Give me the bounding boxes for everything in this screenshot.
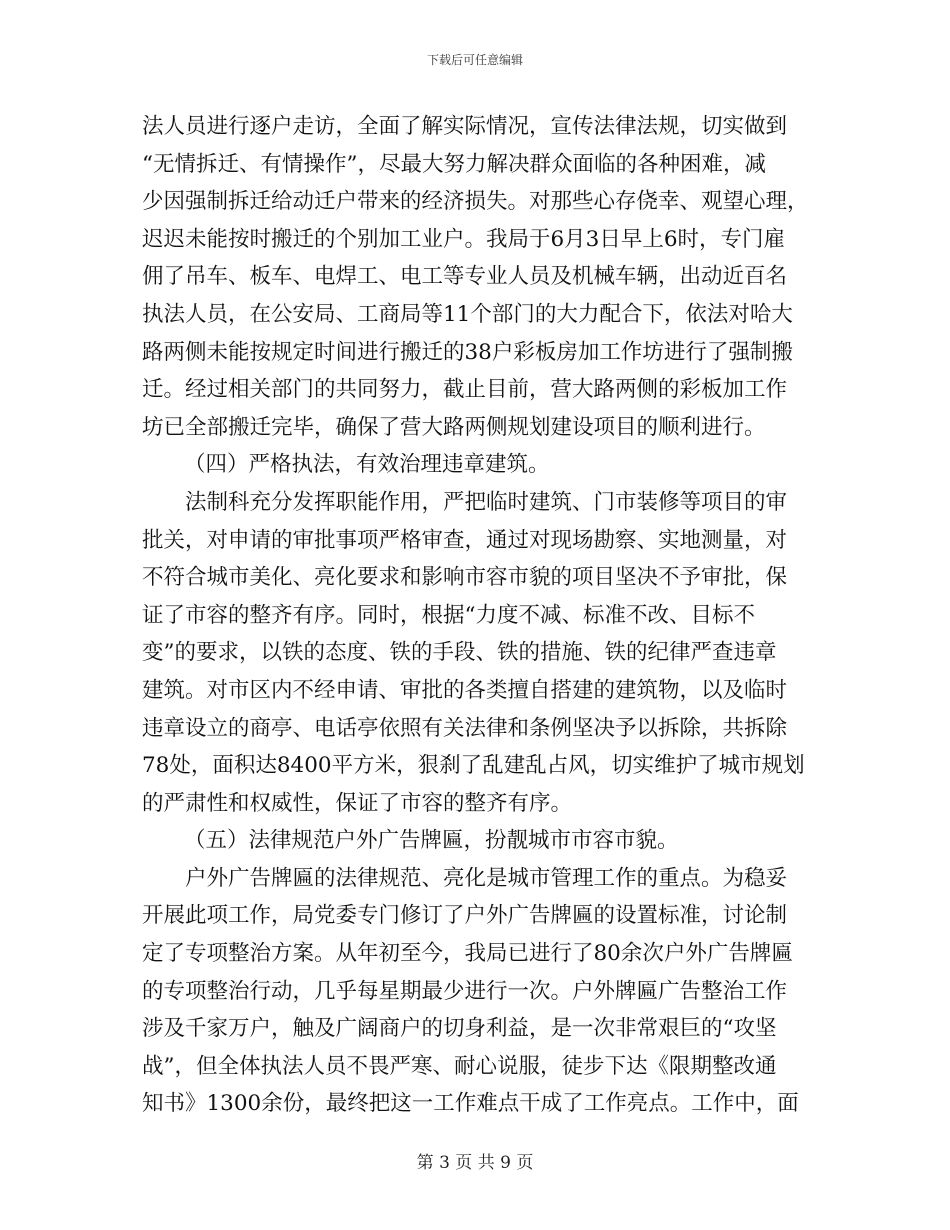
page-footer: 第 3 页 共 9 页 [416,1153,534,1173]
paragraph-line: 的严肃性和权威性，保证了市容的整齐有序。 [142,790,573,816]
paragraph-line: 佣了吊车、板车、电焊工、电工等专业人员及机械车辆，出动近百名 [142,264,788,290]
section-heading: （四）严格执法，有效治理违章建筑。 [184,452,550,478]
paragraph-line: 法人员进行逐户走访，全面了解实际情况，宣传法律法规，切实做到 [142,114,788,139]
paragraph-line: 知书》1300余份，最终把这一工作难点干成了工作亮点。工作中，面 [142,1091,799,1117]
paragraph-line: 战”，但全体执法人员不畏严寒、耐心说服，徒步下达《限期整改通 [142,1053,777,1079]
paragraph-line: 不符合城市美化、亮化要求和影响市容市貌的项目坚决不予审批，保 [142,565,788,591]
paragraph-line: 法制科充分发挥职能作用，严把临时建筑、门市装修等项目的审 [185,489,788,515]
page-header: 下载后可任意编辑 [426,53,523,67]
paragraph-line: 执法人员，在公安局、工商局等11个部门的大力配合下，依法对哈大 [142,301,793,327]
paragraph-line: 坊已全部搬迁完毕，确保了营大路两侧规划建设项目的顺利进行。 [142,414,766,440]
section-heading: （五）法律规范户外广告牌匾，扮靓城市市容市貌。 [184,828,679,854]
paragraph-line: 违章设立的商亭、电话亭依照有关法律和条例坚决予以拆除，共拆除 [142,715,788,741]
paragraph-line: 78处，面积达8400平方米，狠刹了乱建乱占风，切实维护了城市规划 [142,753,805,779]
paragraph-line: 证了市容的整齐有序。同时，根据“力度不减、标准不改、目标不 [142,602,755,628]
paragraph-line: 户外广告牌匾的法律规范、亮化是城市管理工作的重点。为稳妥 [185,865,788,891]
paragraph-line: 批关，对申请的审批事项严格审查，通过对现场勘察、实地测量，对 [142,527,788,553]
paragraph-line: 涉及千家万户，触及广阔商户的切身利益，是一次非常艰巨的“攻坚 [142,1016,777,1042]
paragraph-line: 路两侧未能按规定时间进行搬迁的38户彩板房加工作坊进行了强制搬 [142,339,793,365]
paragraph-line: “无情拆迁、有情操作”，尽最大努力解决群众面临的各种困难，减 [142,151,766,177]
paragraph-line: 迟迟未能按时搬迁的个别加工业户。我局于6月3日早上6时，专门雇 [142,226,786,252]
paragraph-line: 的专项整治行动，几乎每星期最少进行一次。户外牌匾广告整治工作 [142,978,788,1004]
paragraph-line: 开展此项工作，局党委专门修订了户外广告牌匾的设置标准，讨论制 [142,903,788,929]
paragraph-line: 迁。经过相关部门的共同努力，截止目前，营大路两侧的彩板加工作 [142,377,788,403]
paragraph-line: 少因强制拆迁给动迁户带来的经济损失。对那些心存侥幸、观望心理， [142,189,809,215]
document-body [142,108,808,1123]
paragraph-line: 建筑。对市区内不经申请、审批的各类擅自搭建的建筑物，以及临时 [142,677,788,703]
paragraph-line: 变”的要求，以铁的态度、铁的手段、铁的措施、铁的纪律严查违章 [142,640,777,666]
paragraph-line: 定了专项整治方案。从年初至今，我局已进行了80余次户外广告牌匾 [142,941,793,967]
